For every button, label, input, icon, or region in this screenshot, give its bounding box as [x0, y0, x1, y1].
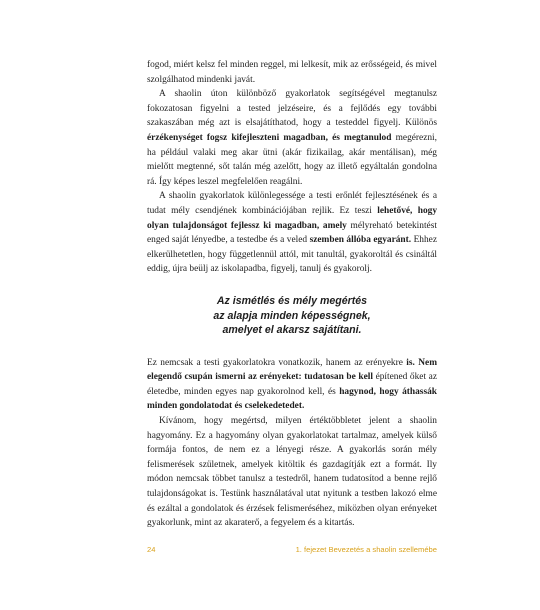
- paragraph-4-bold-1: is. Nem elegendő csupán ismerni az erényeket: tudatosan be kell: [147, 357, 438, 383]
- pull-quote-line-3: amelyet el akarsz sajátítani.: [222, 324, 362, 337]
- page-number: 24: [147, 545, 156, 554]
- pull-quote-line-1: Az ismétlés és mély megértés: [216, 294, 368, 307]
- paragraph-2-bold-1: érzékenységet fogsz kifejleszteni magadban, és megtanulod: [147, 132, 392, 143]
- paragraph-2: [147, 87, 437, 189]
- paragraph-4-text-1: Ez nemcsak a testi gyakorlatokra vonatkozik, hanem az erényekre: [147, 357, 407, 368]
- paragraph-3-bold-2: szemben állóba egyaránt.: [309, 235, 412, 246]
- paragraph-3-text-2: mélyreható betekintést enged saját lényedbe, a testedbe és a veled: [147, 220, 437, 246]
- paragraph-3-text-1: A shaolin gyakorlatok különlegessége a testi erőnlét fejlesztésének és a tudat mély csendjének kombinációjában rejlik. Ez teszi: [147, 191, 437, 216]
- pull-quote: [147, 294, 437, 338]
- paragraph-2-text-2: megérezni, ha például valaki meg akar ütni (akár fizikailag, akár mentálisan), még mielőtt megtenné, sőt talán még azelőtt, hogy az illető egyáltalán gondolna rá. Így képes leszel megfelelően reagálni.: [147, 132, 437, 187]
- running-head: 1. fejezet Bevezetés a shaolin szellemébe: [295, 545, 437, 554]
- paragraph-5: Kívánom, hogy megértsd, milyen értéktöbbletet jelent a shaolin hagyomány. Ez a hagyomány olyan gyakorlatokat tartalmaz, amelyek külső formája fontos, de nem ez a lényegi része. A gyakorlás során mély felismerések születnek, amelyek kitöltik és gazdagítják ezt a formát. Ily módon nemcsak többet tanulsz a testedről, hanem tudatosítod a benne rejlő tulajdonságokat is. Testünk használatával utat nyitunk a testben lakozó elme és ezáltal a gondolatok és érzések felismeréséhez, miközben olyan erényeket gyakorlunk, mint az akaraterő, a fegyelem és a kitartás.: [147, 416, 437, 529]
- paragraph-4-bold-2: hagynod, hogy áthassák minden gondolatodat és cselekedetedet.: [147, 386, 437, 412]
- body-text: [147, 58, 437, 531]
- paragraph-3: [147, 189, 437, 277]
- paragraph-4: [147, 356, 437, 414]
- paragraph-2-text-1: A shaolin úton különböző gyakorlatok segítségével megtanulsz fokozatosan figyelni a tested jelzéseire, és a fejlődés egy további szakaszában még azt is elsajátíthatod, hogy a testeddel figyelj. Különös: [147, 89, 437, 129]
- paragraph-3-text-3: Ehhez elkerülhetetlen, hogy függetlennül attól, mit tanultál, gyakoroltál és csináltál eddig, újra beülj az iskolapadba, figyelj, tanulj és gyakorolj.: [147, 235, 437, 275]
- pull-quote-line-2: az alapja minden képességnek,: [213, 309, 371, 322]
- paragraph-3-bold-1: lehetővé, hogy olyan tulajdonságot fejlessz ki magadban, amely: [147, 205, 438, 231]
- paragraph-4-text-2: építened őket az életedbe, minden egyes nap gyakorolnod kell, és: [147, 372, 437, 397]
- paragraph-1: fogod, miért kelsz fel minden reggel, mi lelkesít, mik az erősségeid, és mivel szolgálhatod mindenki javát.: [147, 60, 437, 85]
